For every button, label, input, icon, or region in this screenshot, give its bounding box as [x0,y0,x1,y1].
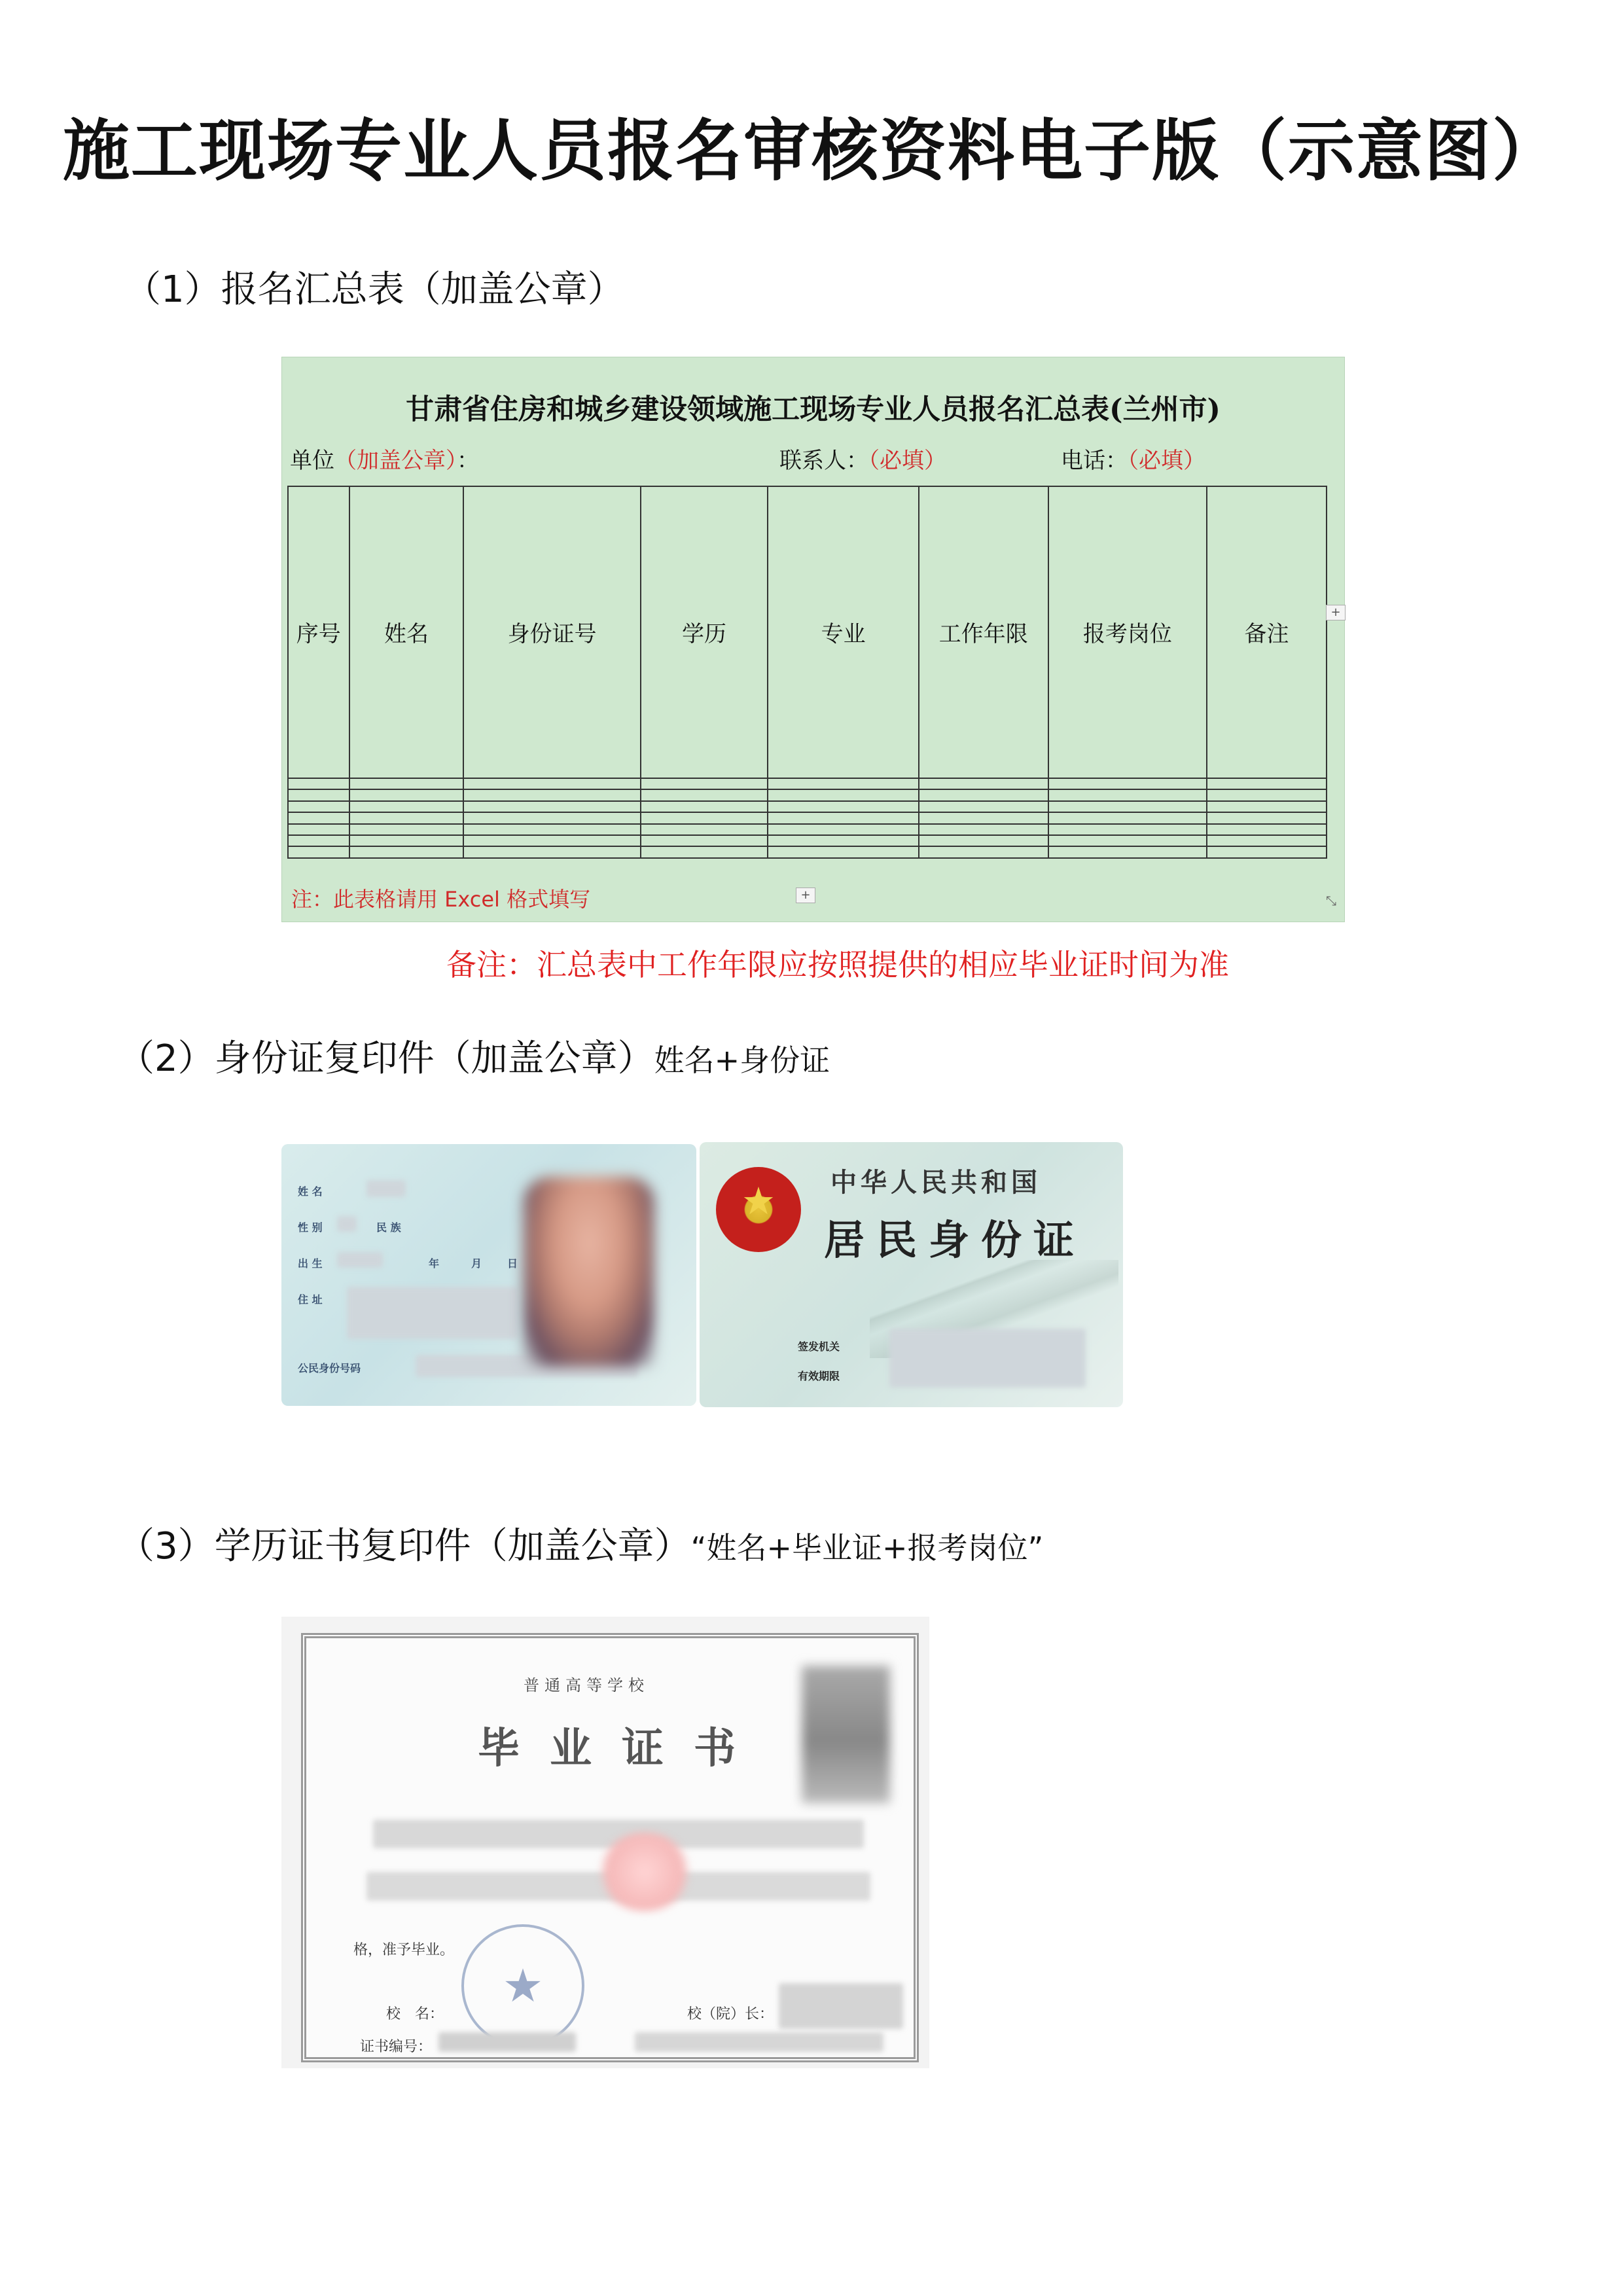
table-row [288,789,1327,800]
section-3-label: （3）学历证书复印件（加盖公章） [118,1525,691,1568]
birth-label: 出 生 [298,1257,323,1270]
year-label: 年 [429,1257,440,1270]
column-header: 身份证号 [463,486,640,778]
id-card-front-image [281,1144,696,1406]
id-number-label: 公民身份号码 [298,1362,361,1374]
school-seal-icon: ★ [461,1924,584,2047]
redacted-sex [337,1216,357,1232]
contact-field [779,442,946,475]
column-header: 报考岗位 [1048,486,1207,778]
table-cell [641,846,768,858]
table-cell [1207,846,1327,858]
redacted-cert-number [438,2032,576,2052]
table-cell [919,812,1048,823]
unit-colon: ： [457,448,479,474]
phone-field [1061,442,1205,475]
table-cell [641,801,768,812]
table-cell [288,824,349,835]
summary-table-wrapper [287,486,1327,859]
table-cell [1048,789,1207,800]
id-card-title: 居民身份证 [824,1216,1086,1264]
table-cell [768,824,919,835]
table-cell [288,846,349,858]
redacted-signature [779,1983,903,2029]
table-cell [349,778,464,789]
sheet-title: 甘肃省住房和城乡建设领域施工现场专业人员报名汇总表(兰州市) [406,393,1221,426]
table-cell [288,789,349,800]
table-cell [641,778,768,789]
red-seal [596,1833,694,1911]
table-cell [768,778,919,789]
column-header: 序号 [288,486,349,778]
table-cell [349,789,464,800]
column-header: 学历 [641,486,768,778]
table-cell [1207,778,1327,789]
unit-hint: （加盖公章） [334,448,457,474]
summary-sheet-image [281,357,1345,922]
diploma-photo [802,1666,890,1803]
table-cell [463,778,640,789]
add-column-icon: + [1326,605,1346,620]
table-cell [463,824,640,835]
summary-table [287,486,1327,859]
section-2-suffix: 姓名+身份证 [654,1043,830,1078]
section-2-heading [118,1030,830,1082]
redacted-name [366,1180,406,1197]
diploma-school-type: 普通高等学校 [524,1676,649,1695]
column-header: 备注 [1207,486,1327,778]
table-row [288,812,1327,823]
authority-label: 签发机关 [798,1340,840,1353]
contact-label: 联系人： [779,448,868,474]
contact-hint: （必填） [868,448,946,474]
redacted-birth-year [337,1252,383,1268]
validity-label: 有效期限 [798,1370,840,1382]
column-header: 专业 [768,486,919,778]
table-cell [919,789,1048,800]
table-cell [919,846,1048,858]
section-2-label: （2）身份证复印件（加盖公章） [118,1037,654,1080]
table-row [288,824,1327,835]
table-cell [919,778,1048,789]
redacted-address [347,1287,517,1339]
table-row [288,846,1327,858]
table-cell [1207,824,1327,835]
table-cell [1207,812,1327,823]
column-header: 姓名 [349,486,464,778]
certificate-number-label: 证书编号： [360,2039,433,2055]
table-cell [463,846,640,858]
table-cell [641,824,768,835]
table-cell [1048,846,1207,858]
id-card-back-image [700,1142,1123,1407]
address-label: 住 址 [298,1293,323,1306]
table-cell [1048,778,1207,789]
school-name-label: 校 名： [386,2006,444,2022]
table-cell [288,812,349,823]
unit-field [290,442,479,475]
table-cell [919,824,1048,835]
president-label: 校（院）长： [687,2006,774,2022]
add-row-icon: + [796,888,815,903]
table-cell [919,801,1048,812]
table-cell [641,835,768,846]
ethnic-label: 民 族 [376,1221,401,1234]
day-label: 日 [507,1257,518,1270]
table-cell [1207,835,1327,846]
section-1-heading: （1）报名汇总表（加盖公章） [124,268,624,311]
table-cell [463,812,640,823]
table-row [288,835,1327,846]
national-emblem-icon: ★ [716,1167,801,1252]
table-cell [349,824,464,835]
table-header-row [288,486,1327,778]
table-cell [288,801,349,812]
table-cell [768,801,919,812]
section-3-suffix: “姓名+毕业证+报考岗位” [690,1530,1044,1566]
table-cell [1048,812,1207,823]
table-cell [1048,835,1207,846]
diploma-title: 毕业证书 [478,1724,766,1773]
table-cell [768,789,919,800]
remark-note: 备注：汇总表中工作年限应按照提供的相应毕业证时间为准 [446,947,1229,982]
unit-label: 单位 [290,448,334,474]
country-name: 中华人民共和国 [830,1167,1041,1198]
portrait-photo [524,1177,654,1367]
table-cell [768,812,919,823]
table-cell [349,835,464,846]
table-cell [768,835,919,846]
table-cell [288,778,349,789]
table-cell [288,835,349,846]
table-cell [641,812,768,823]
table-cell [1207,801,1327,812]
page-title: 施工现场专业人员报名审核资料电子版（示意图） [63,113,1560,190]
table-cell [1048,824,1207,835]
resize-handle-icon: ⤡ [1326,893,1336,908]
redacted-authority-validity [889,1329,1086,1388]
table-cell [463,789,640,800]
table-cell [1048,801,1207,812]
table-cell [349,846,464,858]
table-cell [349,801,464,812]
redacted-date [635,2032,883,2052]
phone-hint: （必填） [1128,448,1205,474]
table-cell [463,801,640,812]
graduate-text: 格，准予毕业。 [353,1942,455,1958]
table-cell [768,846,919,858]
diploma-image [281,1617,929,2068]
table-cell [349,812,464,823]
table-row [288,801,1327,812]
section-3-heading [118,1517,1043,1570]
sex-label: 性 别 [298,1221,323,1234]
table-row [288,778,1327,789]
phone-label: 电话： [1061,448,1128,474]
table-cell [919,835,1048,846]
name-label: 姓 名 [298,1185,323,1198]
sheet-note: 注：此表格请用 Excel 格式填写 [291,887,591,912]
table-cell [641,789,768,800]
table-cell [463,835,640,846]
column-header: 工作年限 [919,486,1048,778]
table-cell [1207,789,1327,800]
month-label: 月 [471,1257,482,1270]
